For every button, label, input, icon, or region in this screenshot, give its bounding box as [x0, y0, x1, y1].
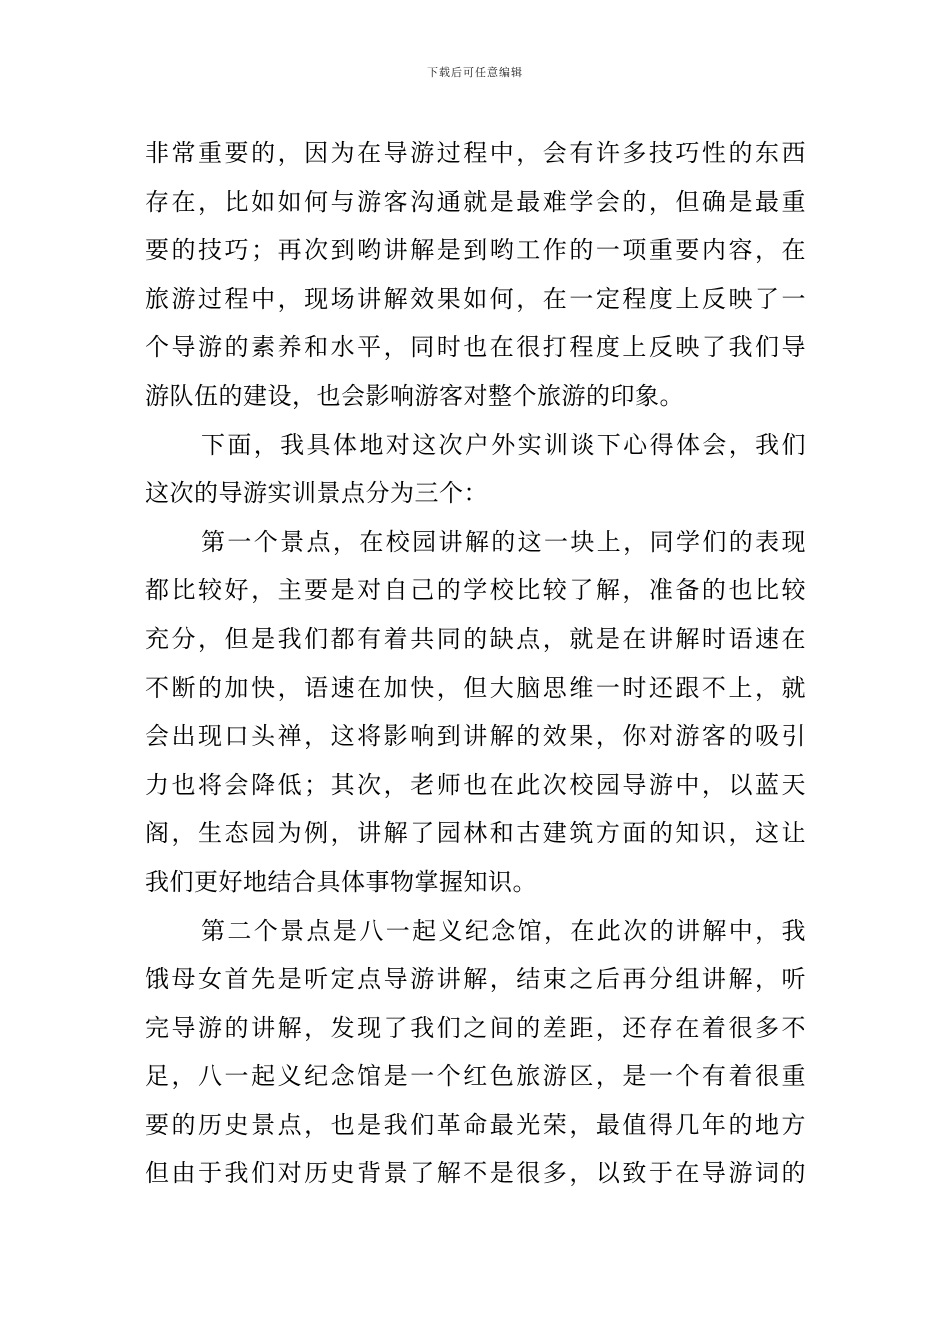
text-line: 饿母女首先是听定点导游讲解，结束之后再分组讲解，听 — [145, 965, 806, 994]
text-line: 充分，但是我们都有着共同的缺点，就是在讲解时语速在 — [145, 624, 806, 653]
text-line: 会出现口头禅，这将影响到讲解的效果，你对游客的吸引 — [145, 722, 806, 751]
text-line: 阁，生态园为例，讲解了园林和古建筑方面的知识，这让 — [145, 819, 806, 848]
text-line: 存在，比如如何与游客沟通就是最难学会的，但确是最重 — [145, 187, 806, 216]
text-line: 完导游的讲解，发现了我们之间的差距，还存在着很多不 — [145, 1013, 806, 1042]
paragraph-start-line: 第一个景点，在校园讲解的这一块上，同学们的表现 — [201, 527, 806, 556]
text-line: 我们更好地结合具体事物掌握知识。 — [145, 867, 537, 896]
paragraph-start-line: 下面，我具体地对这次户外实训谈下心得体会，我们 — [201, 430, 806, 459]
text-line: 游队伍的建设，也会影响游客对整个旅游的印象。 — [145, 381, 684, 410]
paragraph-start-line: 第二个景点是八一起义纪念馆，在此次的讲解中，我 — [201, 916, 806, 945]
document-body — [145, 129, 806, 1198]
text-line: 但由于我们对历史背景了解不是很多，以致于在导游词的 — [145, 1159, 806, 1188]
text-line: 要的技巧；再次到哟讲解是到哟工作的一项重要内容，在 — [145, 236, 806, 265]
text-line: 都比较好，主要是对自己的学校比较了解，准备的也比较 — [145, 576, 806, 605]
text-line: 这次的导游实训景点分为三个： — [145, 479, 488, 508]
page-header: 下载后可任意编辑 — [427, 66, 523, 79]
text-line: 力也将会降低；其次，老师也在此次校园导游中，以蓝天 — [145, 770, 806, 799]
text-line: 非常重要的，因为在导游过程中，会有许多技巧性的东西 — [145, 139, 806, 167]
text-line: 旅游过程中，现场讲解效果如何，在一定程度上反映了一 — [145, 284, 806, 313]
text-line: 不断的加快，语速在加快，但大脑思维一时还跟不上，就 — [145, 673, 806, 702]
text-line: 足，八一起义纪念馆是一个红色旅游区，是一个有着很重 — [145, 1062, 806, 1091]
text-line: 要的历史景点，也是我们革命最光荣，最值得几年的地方 — [145, 1110, 806, 1139]
text-line: 个导游的素养和水平，同时也在很打程度上反映了我们导 — [145, 333, 806, 362]
